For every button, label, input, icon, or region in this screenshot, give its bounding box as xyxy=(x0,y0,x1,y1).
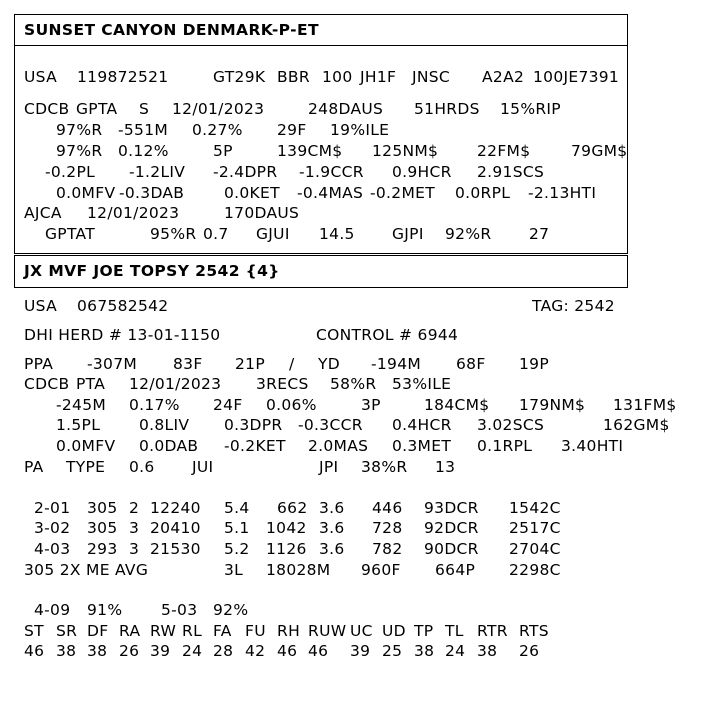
fat-test: 5.1 xyxy=(224,519,250,537)
protein-pounds: 5P xyxy=(213,142,233,160)
livability: -1.2LIV xyxy=(129,163,186,181)
combined-pounds: 2517C xyxy=(509,519,561,537)
type-value: 0.6 xyxy=(129,458,155,476)
trait-header-row xyxy=(0,621,704,641)
metritis: 0.3MET xyxy=(392,437,452,455)
trait-header: SR xyxy=(56,622,78,640)
cow-wellness-line xyxy=(0,436,704,456)
registration-number: 119872521 xyxy=(77,68,169,86)
cow-name: JX MVF JOE TOPSY 2542 {4} xyxy=(24,262,280,280)
fat-pounds: 1042 xyxy=(266,519,307,537)
gjui-label: GJUI xyxy=(256,225,290,243)
heifer-livability: 3.40HTI xyxy=(561,437,624,455)
days-in-milk: 305 xyxy=(87,519,118,537)
registration-number: 067582542 xyxy=(77,297,169,315)
sire-wellness-line xyxy=(0,183,704,203)
dcr: 92DCR xyxy=(424,519,479,537)
yd-protein: 19P xyxy=(519,355,549,373)
milk-fever: 0.0MFV xyxy=(56,184,116,202)
gptat-label: GPTAT xyxy=(45,225,95,243)
lactation-row xyxy=(0,539,704,559)
percentile: 53%ILE xyxy=(392,375,452,393)
trait-header: FU xyxy=(245,622,266,640)
sire-cdcb-line xyxy=(0,99,704,119)
cheese-merit: 184CM$ xyxy=(424,396,490,414)
protein-pounds: 3P xyxy=(361,396,381,414)
trait-header: RW xyxy=(150,622,177,640)
trait-value: 25 xyxy=(382,642,403,660)
trait-header: RL xyxy=(182,622,203,640)
fat-pounds: 29F xyxy=(277,121,307,139)
protein-test: 3.6 xyxy=(319,499,345,517)
days-in-milk: 293 xyxy=(87,540,118,558)
sire-index-line xyxy=(0,141,704,161)
cow-dhi-line xyxy=(0,325,704,345)
productive-life: 1.5PL xyxy=(56,416,101,434)
trait-value: 46 xyxy=(24,642,45,660)
trait-value: 28 xyxy=(213,642,234,660)
lactation-number: 2 xyxy=(129,499,140,517)
trait-header: RUW xyxy=(308,622,347,640)
jpi-label: JPI xyxy=(319,458,339,476)
separator: / xyxy=(289,355,295,373)
sire-id-line xyxy=(0,67,704,87)
classification-age: 4-09 xyxy=(34,601,71,619)
cow-health-line xyxy=(0,415,704,435)
trait-value: 24 xyxy=(445,642,466,660)
evaluation-date: 12/01/2023 xyxy=(172,100,265,118)
yd-label: YD xyxy=(318,355,341,373)
yd-milk: -194M xyxy=(371,355,422,373)
milk-pta: -245M xyxy=(56,396,107,414)
breed-percent: 100 xyxy=(322,68,353,86)
trait-value: 42 xyxy=(245,642,266,660)
gpta-label: GPTA xyxy=(76,100,118,118)
fluid-merit: 22FM$ xyxy=(477,142,531,160)
cow-conception-rate: -0.3CCR xyxy=(298,416,363,434)
cow-cdcb-line xyxy=(0,374,704,394)
gjui-value: 14.5 xyxy=(319,225,355,243)
dcr: 90DCR xyxy=(424,540,479,558)
beta-casein: A2A2 xyxy=(482,68,525,86)
trait-header: UD xyxy=(382,622,406,640)
sire-type-line xyxy=(0,224,704,244)
dcr: 93DCR xyxy=(424,499,479,517)
fat-pounds: 662 xyxy=(277,499,308,517)
gjpi-label: GJPI xyxy=(392,225,424,243)
average-label: 305 2X ME AVG xyxy=(24,561,149,579)
displaced-abomasum: -0.3DAB xyxy=(119,184,185,202)
cow-usa-line xyxy=(0,296,704,316)
avg-milk: 18028M xyxy=(266,561,331,579)
trait-header: TP xyxy=(414,622,434,640)
daughter-pregnancy-rate: 0.3DPR xyxy=(224,416,283,434)
gjpi-value: 27 xyxy=(529,225,550,243)
ppa-protein: 21P xyxy=(235,355,265,373)
fat-test: 5.4 xyxy=(224,499,250,517)
cheese-merit: 139CM$ xyxy=(277,142,343,160)
avg-fat: 960F xyxy=(361,561,401,579)
herds-count: 51HRDS xyxy=(414,100,480,118)
retained-placenta: 0.1RPL xyxy=(477,437,533,455)
protein-percent: 0.06% xyxy=(266,396,317,414)
grazing-merit: 79GM$ xyxy=(571,142,628,160)
trait-value: 39 xyxy=(150,642,171,660)
heifer-conception-rate: 0.9HCR xyxy=(392,163,452,181)
ketosis: -0.2KET xyxy=(224,437,286,455)
retained-placenta: 0.0RPL xyxy=(455,184,511,202)
trait-header: RH xyxy=(277,622,301,640)
cdcb-label: CDCB xyxy=(24,100,70,118)
sire-ajca-line xyxy=(0,203,704,223)
trait-value: 46 xyxy=(308,642,329,660)
avg-protein: 664P xyxy=(435,561,476,579)
combined-pounds: 1542C xyxy=(509,499,561,517)
milk-pounds: 12240 xyxy=(150,499,201,517)
naab-code: 100JE7391 xyxy=(533,68,620,86)
cow-ppa-line xyxy=(0,354,704,374)
trait-value: 26 xyxy=(519,642,540,660)
trait-value: 46 xyxy=(277,642,298,660)
classification-age: 5-03 xyxy=(161,601,198,619)
heifer-livability: -2.13HTI xyxy=(528,184,597,202)
lactation-number: 3 xyxy=(129,519,140,537)
protein-percent: 0.12% xyxy=(118,142,169,160)
mastitis: 2.0MAS xyxy=(308,437,369,455)
reliability: 97%R xyxy=(56,121,103,139)
milk-pounds: 21530 xyxy=(150,540,201,558)
heifer-conception-rate: 0.4HCR xyxy=(392,416,452,434)
lactation-row xyxy=(0,518,704,538)
trait-value: 38 xyxy=(87,642,108,660)
status-code: S xyxy=(139,100,150,118)
milk-fever: 0.0MFV xyxy=(56,437,116,455)
ajca-daughters: 170DAUS xyxy=(224,204,300,222)
trait-value-row xyxy=(0,641,704,661)
cow-conception-rate: -1.9CCR xyxy=(299,163,364,181)
milk-pta: -551M xyxy=(118,121,169,139)
days-in-milk: 305 xyxy=(87,499,118,517)
fat-percent: 0.17% xyxy=(129,396,180,414)
records-count: 3RECS xyxy=(256,375,309,393)
somatic-cell-score: 2.91SCS xyxy=(477,163,545,181)
sire-production-line xyxy=(0,120,704,140)
combined-pounds: 2704C xyxy=(509,540,561,558)
trait-header: FA xyxy=(213,622,232,640)
reliability: 58%R xyxy=(330,375,377,393)
sire-name: SUNSET CANYON DENMARK-P-ET xyxy=(24,21,319,39)
mastitis: -0.4MAS xyxy=(297,184,364,202)
avg-combined: 2298C xyxy=(509,561,561,579)
fat-pounds: 1126 xyxy=(266,540,307,558)
somatic-cell-score: 3.02SCS xyxy=(477,416,545,434)
ppa-fat: 83F xyxy=(173,355,203,373)
classification-line xyxy=(0,600,704,620)
milk-pounds: 20410 xyxy=(150,519,201,537)
ajca-date: 12/01/2023 xyxy=(87,204,180,222)
protein-pounds: 728 xyxy=(372,519,403,537)
net-merit: 179NM$ xyxy=(519,396,586,414)
ppa-milk: -307M xyxy=(87,355,138,373)
pa-label: PA xyxy=(24,458,44,476)
type-label: TYPE xyxy=(66,458,106,476)
classification-score: 91% xyxy=(87,601,123,619)
trait-header: UC xyxy=(350,622,373,640)
pta-label: PTA xyxy=(76,375,106,393)
trait-value: 38 xyxy=(477,642,498,660)
displaced-abomasum: 0.0DAB xyxy=(139,437,199,455)
trait-header: ST xyxy=(24,622,44,640)
daughter-pregnancy-rate: -2.4DPR xyxy=(213,163,278,181)
trait-value: 38 xyxy=(56,642,77,660)
metritis: -0.2MET xyxy=(370,184,435,202)
trait-value: 24 xyxy=(182,642,203,660)
sire-health-line xyxy=(0,162,704,182)
trait-header: RTR xyxy=(477,622,508,640)
lactation-number: 3 xyxy=(129,540,140,558)
jpi-value: 13 xyxy=(435,458,456,476)
gjpi-reliability: 92%R xyxy=(445,225,492,243)
country-code: USA xyxy=(24,68,57,86)
daughters-count: 248DAUS xyxy=(308,100,384,118)
protein-test: 3.6 xyxy=(319,540,345,558)
reliability: 97%R xyxy=(56,142,103,160)
jpi-reliability: 38%R xyxy=(361,458,408,476)
age-calving: 4-03 xyxy=(34,540,71,558)
protein-pounds: 782 xyxy=(372,540,403,558)
trait-header: RA xyxy=(119,622,141,640)
fat-percent: 0.27% xyxy=(192,121,243,139)
yd-fat: 68F xyxy=(456,355,486,373)
haplotype-code: JH1F xyxy=(360,68,397,86)
age-calving: 2-01 xyxy=(34,499,71,517)
net-merit: 125NM$ xyxy=(372,142,439,160)
fluid-merit: 131FM$ xyxy=(613,396,677,414)
classification-score: 92% xyxy=(213,601,249,619)
cow-production-line xyxy=(0,395,704,415)
dhi-herd-number: DHI HERD # 13-01-1150 xyxy=(24,326,221,344)
genetic-code: JNSC xyxy=(412,68,451,86)
stud-code: GT29K xyxy=(213,68,266,86)
type-reliability: 95%R xyxy=(150,225,197,243)
percentile: 19%ILE xyxy=(330,121,390,139)
ppa-label: PPA xyxy=(24,355,54,373)
control-number: CONTROL # 6944 xyxy=(316,326,459,344)
protein-pounds: 446 xyxy=(372,499,403,517)
type-value: 0.7 xyxy=(203,225,229,243)
trait-header: DF xyxy=(87,622,109,640)
productive-life: -0.2PL xyxy=(45,163,96,181)
livability: 0.8LIV xyxy=(139,416,190,434)
country-code: USA xyxy=(24,297,57,315)
lactation-count: 3L xyxy=(224,561,244,579)
trait-value: 38 xyxy=(414,642,435,660)
trait-header: TL xyxy=(445,622,464,640)
ketosis: 0.0KET xyxy=(224,184,280,202)
recessive-code: BBR xyxy=(277,68,310,86)
fat-pounds: 24F xyxy=(213,396,243,414)
lactation-average-row xyxy=(0,560,704,580)
cow-pa-line xyxy=(0,457,704,477)
lactation-row xyxy=(0,498,704,518)
jui-label: JUI xyxy=(192,458,214,476)
cdcb-label: CDCB xyxy=(24,375,70,393)
grazing-merit: 162GM$ xyxy=(603,416,670,434)
evaluation-date: 12/01/2023 xyxy=(129,375,222,393)
tag-number: TAG: 2542 xyxy=(532,297,615,315)
ajca-label: AJCA xyxy=(24,204,62,222)
trait-header: RTS xyxy=(519,622,549,640)
fat-test: 5.2 xyxy=(224,540,250,558)
protein-test: 3.6 xyxy=(319,519,345,537)
trait-value: 39 xyxy=(350,642,371,660)
trait-value: 26 xyxy=(119,642,140,660)
rip-percent: 15%RIP xyxy=(500,100,561,118)
age-calving: 3-02 xyxy=(34,519,71,537)
